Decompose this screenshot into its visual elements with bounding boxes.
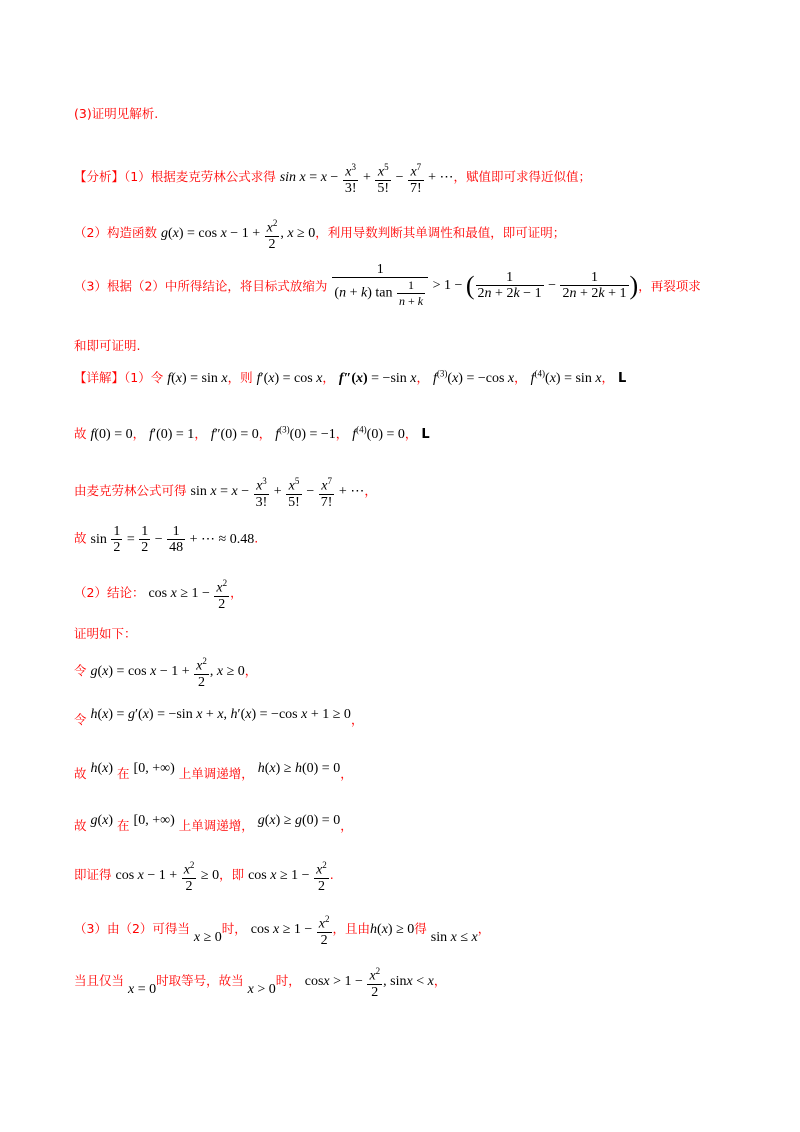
f-double-prime: f″(x) = −sin x — [338, 371, 417, 386]
detail-line-8 — [74, 706, 363, 728]
answer-part3-text: (3)证明见解析. — [74, 106, 159, 121]
comma: ， — [322, 370, 335, 385]
g-ineq: g(x) ≥ g(0) = 0 — [257, 813, 341, 828]
detail-text-17: 上单调递增， — [178, 766, 254, 781]
detail-text-25: . — [329, 867, 334, 883]
detail-text-22: ， — [340, 818, 353, 833]
f-prime-0: f′(0) = 1 — [149, 427, 195, 442]
detail-line-3 — [74, 474, 377, 510]
analysis-text-7: 和即可证明. — [74, 338, 141, 353]
detail-text-9: ， — [230, 585, 243, 601]
detail-line-5 — [74, 576, 243, 612]
proved-ineq-2: cos x ≥ 1 − $\frac{x^2}{2}$ — [248, 860, 327, 894]
detail-text-7: . — [254, 530, 259, 546]
detail-text-19: 故 — [74, 818, 87, 833]
detail-text-18: ， — [340, 766, 353, 781]
x-eq-0: x = 0 — [128, 982, 157, 998]
f-third-0: $f^{(3)}(0) = -1$ — [275, 424, 336, 442]
f-fourth: $f^{(4)}(x) = \sin x$ — [530, 368, 602, 386]
detail-text-31: 当且仅当 — [74, 973, 125, 989]
sin-maclaurin-formula: sin x = x − $\frac{x^3}{3!}$ + $\frac{x^5}{5!}$ − $\frac{x^7}{7!}$ + ⋯ — [279, 162, 454, 196]
detail-text-1: （1）令 — [124, 370, 164, 385]
detail-text-15: 故 — [74, 766, 87, 781]
h-def: h(x) = g′(x) = −sin x + x, h′(x) = −cos x + 1 ≥ 0 — [90, 707, 351, 722]
f-double-prime-0: f″(0) = 0 — [210, 427, 259, 442]
analysis-line-3 — [74, 262, 701, 309]
answer-part3-line — [74, 104, 158, 122]
sin-leq-x: sin x ≤ x — [430, 930, 478, 946]
comma: ， — [601, 370, 615, 385]
comma: ， — [335, 426, 349, 441]
final-ineqs: cosx > 1 − $\frac{x^2}{2}$ , sinx < x — [304, 966, 434, 1000]
detail-text-27: 时， — [221, 921, 247, 937]
detail-text-5: ， — [364, 483, 377, 499]
detail-line-13 — [74, 964, 446, 1000]
detail-text-21: 上单调递增， — [178, 818, 254, 833]
detail-text-26: （3）由（2）可得当 — [74, 921, 190, 937]
detail-text-33: 时， — [275, 973, 301, 989]
analysis-text-1: （1）根据麦克劳林公式求得 — [124, 169, 276, 185]
detail-text-29: 得 — [414, 921, 427, 937]
f-def: f(x) = sin x — [167, 371, 228, 386]
analysis-text-2: ，赋值即可求得近似值； — [453, 169, 592, 185]
interval-g: [0, +∞) — [133, 813, 175, 828]
detail-text-34: ， — [433, 973, 447, 989]
h-x-geq-0: h(x) ≥ 0 — [370, 922, 415, 938]
detail-text-16: 在 — [117, 766, 130, 781]
ellipsis-mark: L — [618, 371, 627, 386]
analysis-text-3: （2）构造函数 — [74, 225, 157, 241]
detail-tag: 【详解】 — [74, 370, 125, 385]
detail-line-9 — [74, 760, 353, 782]
detail-text-20: 在 — [117, 818, 130, 833]
h-ineq: h(x) ≥ h(0) = 0 — [257, 761, 341, 776]
detail-text-6: 故 — [74, 530, 87, 546]
x-geq-0: x ≥ 0 — [193, 930, 222, 946]
detail-line-4 — [74, 524, 258, 555]
sin-series: sin x = x − $\frac{x^3}{3!}$ + $\frac{x^5}{5!}$ − $\frac{x^7}{7!}$ + ⋯ — [190, 476, 365, 510]
detail-text-10: 证明如下： — [74, 626, 137, 641]
detail-line-10 — [74, 812, 353, 834]
f-prime: f′(x) = cos x — [256, 371, 323, 386]
interval-h: [0, +∞) — [133, 761, 175, 776]
detail-text-28: ，且由 — [332, 921, 371, 937]
ellipsis-mark: L — [421, 427, 430, 442]
cos-ineq-part3: cos x ≥ 1 − $\frac{x^2}{2}$ — [250, 914, 330, 948]
detail-text-4: 由麦克劳林公式可得 — [74, 483, 187, 499]
comma: ， — [514, 370, 527, 385]
analysis-line-4 — [74, 336, 140, 354]
comma: ， — [416, 370, 430, 385]
analysis-tag: 【分析】 — [74, 169, 125, 185]
detail-text-12: ， — [244, 663, 258, 679]
g-x: g(x) — [90, 813, 114, 828]
detail-text-2: ，则 — [227, 370, 253, 385]
detail-text-23: 即证得 — [74, 867, 112, 883]
g-def: g(x) = cos x − 1 + $\frac{x^2}{2}$ , x ≥ 0 — [90, 656, 245, 690]
detail-line-1 — [74, 368, 626, 387]
detail-line-12 — [74, 912, 490, 948]
detail-text-14: ， — [350, 712, 364, 727]
detail-text-13: 令 — [74, 712, 87, 727]
analysis-text-5: （3）根据（2）中所得结论，将目标式放缩为 — [74, 278, 328, 294]
comma: ， — [194, 426, 207, 441]
detail-text-8: （2）结论： — [74, 585, 145, 601]
detail-text-30: ， — [477, 921, 491, 937]
analysis-line-1 — [74, 160, 591, 196]
proved-ineq-1: cos x − 1 + $\frac{x^2}{2}$ ≥ 0 — [115, 860, 220, 894]
comma: ， — [404, 426, 418, 441]
detail-text-3: 故 — [74, 426, 87, 441]
h-x: h(x) — [90, 761, 114, 776]
f0: f(0) = 0 — [90, 427, 133, 442]
comma: ， — [258, 426, 272, 441]
analysis-line-2 — [74, 216, 565, 252]
f-third: $f^{(3)}(x) = -\cos$ x — [433, 368, 515, 386]
detail-text-11: 令 — [74, 663, 87, 679]
cos-inequality: cos x ≥ 1 − $\frac{x^2}{2}$ — [148, 578, 228, 612]
detail-text-32: 时取等号，故当 — [156, 973, 244, 989]
sin-half-approx: sin $\frac{1}{2}$ = $\frac{1}{2}$ − $\frac{1}{48}$ + ⋯ ≈ 0.48 — [90, 524, 255, 555]
detail-line-7 — [74, 654, 257, 690]
f-fourth-0: $f^{(4)}(0) = 0$ — [352, 424, 405, 442]
x-gt-0: x > 0 — [247, 982, 276, 998]
detail-line-11 — [74, 858, 334, 894]
detail-line-2 — [74, 424, 430, 443]
analysis-text-4: ，利用导数判断其单调性和最值，即可证明； — [315, 225, 566, 241]
detail-text-24: ，即 — [219, 867, 245, 883]
construct-function-formula: g(x) = cos x − 1 + $\frac{x^2}{2}$ , x ≥ 0 — [160, 218, 316, 252]
scaling-inequality-formula: 1 (n + k) tan $\frac{1}{n + k}$ > 1 − ( $\frac{1}{2n + 2k - 1}$ − $\frac{1}{2n + 2k + 1}$ ) — [334, 262, 639, 308]
analysis-text-6: ，再裂项求 — [638, 278, 701, 294]
comma: ， — [132, 426, 146, 441]
detail-line-6 — [74, 624, 137, 642]
